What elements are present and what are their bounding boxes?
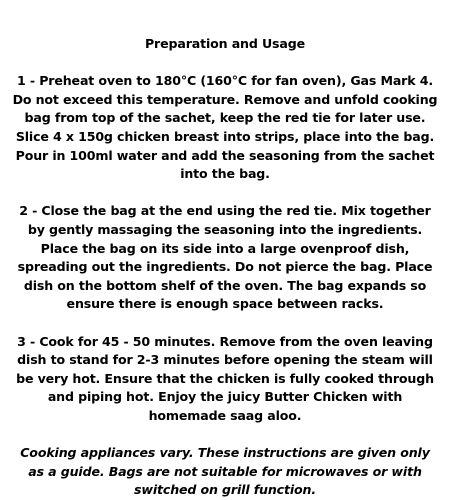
step-1-paragraph: 1 - Preheat oven to 180°C (160°C for fan oven), Gas Mark 4. Do not exceed this temperature. Remove and unfold cooking bag from top of the sachet, keep the red tie for later use. Slice 4 x 150g chicken breast into strips, place into the bag. Pour in 100ml water and add the seasoning from the sachet into the bag. [12,73,438,182]
document-title: Preparation and Usage [144,36,306,51]
instructions-document [12,35,438,500]
step-2-paragraph: 2 - Close the bag at the end using the red tie. Mix together by gently massaging the seasoning into the ingredients. Place the bag on its side into a large ovenproof dish, spreading out the ingredients. Do not pierce the bag. Place dish on the bottom shelf of the oven. The bag expands so ensure there is enough space between racks. [17,203,433,312]
step-3-paragraph: 3 - Cook for 45 - 50 minutes. Remove from the oven leaving dish to stand for 2-3 minutes before opening the steam will be very hot. Ensure that the chicken is fully cooked through and piping hot. Enjoy the juicy Butter Chicken with homemade saag aloo. [16,333,434,423]
disclaimer-note: Cooking appliances vary. These instructions are given only as a guide. Bags are not suitable for microwaves or with switched on grill function. [20,445,430,498]
